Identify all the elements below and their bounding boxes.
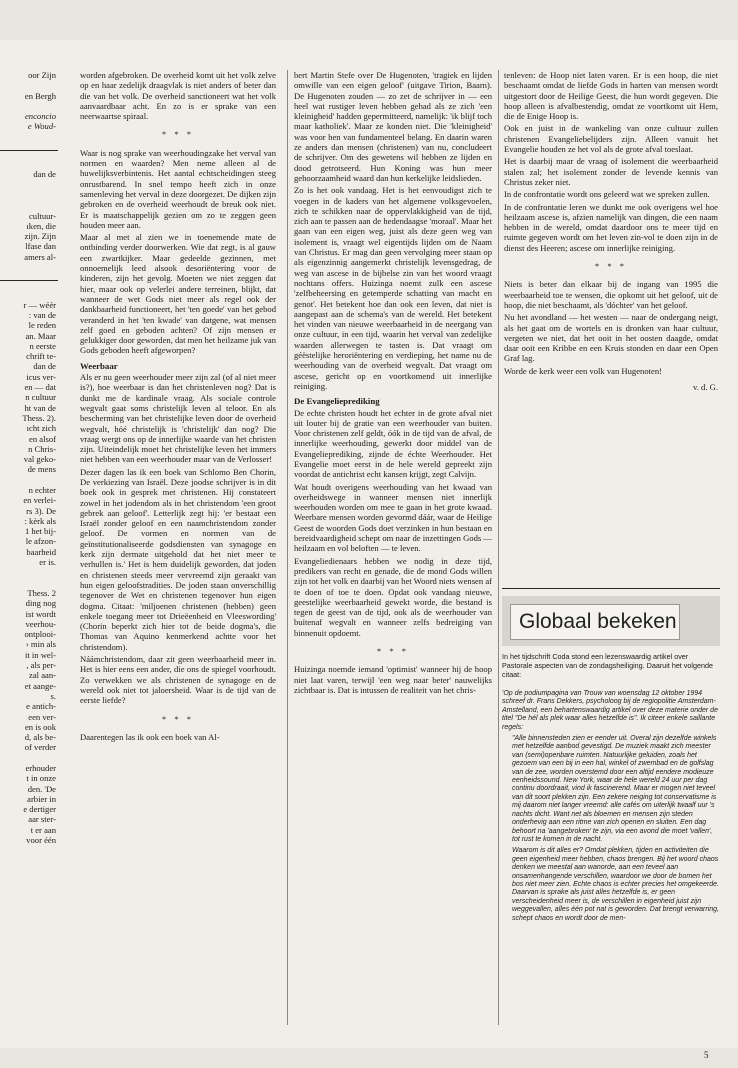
fragment-line: en Bergh	[24, 90, 56, 101]
fragment-line	[0, 159, 58, 169]
paragraph: Maar al met al zien we in toenemende mate de ontbinding verder doorwerken. Wie dat zegt, is al gauw een zwartkijker. Maar gedeelde gezinnen, met onnoemelijk leed alsook desoriëntering voor de kinderen, zijn het gevolg. Moeten we niet zeggen dat hier, maar ook op velerlei andere terreinen, blijkt, dat wanneer de wet Gods niet meer als regel ook der dankbaarheid functioneert, het 'ten goede' van het gebod veranderd in het 'ten kwade' van datgene, wat mensen zelf goed en geboden achten? Of zijn mensen er gelukkiger door geworden, dat men het heilzame juk van Gods geboden heeft afgeworpen?	[80, 232, 276, 356]
fragment-line: rs 3). De	[26, 505, 56, 516]
fragment-line: val geko-	[23, 454, 56, 465]
quote-paragraph: 'Op de podiumpagina van Trouw van woensdag 12 oktober 1994 schreef dr. Frans Dekkers, psycholoog bij de regiopolitie Amsterdam-Amstelland, een behartenswaardig artikel over deze materie onder de titel "De hél als plek waar alles hetzelfde is". Ik citeer enkele saillante regels:	[502, 690, 718, 731]
column-divider	[287, 70, 288, 1025]
fragment-line: ıken, die	[26, 220, 56, 231]
fragment-line	[0, 200, 58, 210]
fragment-line: zijn. Zijn	[24, 231, 56, 242]
fragment-line: t in onze	[26, 773, 56, 784]
fragment-line: enconcio	[24, 111, 56, 122]
fragment-line	[0, 180, 58, 190]
magazine-page	[0, 40, 738, 1060]
fragment-line: een ver-	[28, 711, 56, 722]
fragment-line: en is ook	[24, 721, 56, 732]
fragment-line: er is.	[39, 557, 56, 568]
fragment-line: ist wordt	[25, 608, 56, 619]
fragment-line: 1 het bij-	[24, 526, 56, 537]
fragment-line: en — dat	[24, 382, 56, 393]
fragment-line: arbier in	[27, 793, 56, 804]
fragment-line: dan de	[33, 169, 56, 180]
page-number: 5	[704, 1050, 709, 1060]
paragraph: Ook en juist in de wankeling van onze cultuur zullen christenen Evangeliebelijders zijn. Alleen vanuit het Evangelie houden ze het vol als de grote afval toeslaat.	[504, 123, 718, 155]
paragraph: Evangeliedienaars hebben we nodig in deze tijd, predikers van recht en genade, die de mond Gods willen zijn tot het volk en daarbij van het Woord niets wensen af te doen of toe te doen. Opdat ook vandaag nieuwe, geestelijke weerbaarheid gewekt worde, die bestand is tegen de geest van de tijd, ook als de weerhouder van buitenaf wegvalt en wanneer zelfs bedreiging van binnenuit opdoemt.	[294, 555, 492, 638]
section-divider: * * *	[376, 646, 410, 657]
paragraph: Het is daarbij maar de vraag of isolement die weerbaarheid stalen zal; het isolement zonder de levende kennis van Christus zeker niet.	[504, 156, 718, 187]
fragment-line: ht van de	[24, 402, 56, 413]
fragment-line	[0, 475, 58, 485]
paragraph: Als er nu geen weerhouder meer zijn zal (of al niet meer is?), hoe weerbaar is dan het christenleven nog? Dat is dunkt me de kardinale vraag. Als sociale controle wegvalt gaat soms christelijk leven al teloor. En als bescherming van het christelijke leven door de overheid wegvalt, hóé christelijk is 'christelijk' dan nog? Die vraag wergt ons op de innerlijke waarde van het christen zijn. Uiteindelijk moet het christelijke leven het immers niet hebben van een weerhouder maar van de Verlosser!	[80, 372, 276, 465]
paragraph: Waar is nog sprake van weerhoudingzake het verval van normen en waarden? Men neme alleen al de huwelijksverbintenis. Het aantal echtscheidingen steeg onrustbarend. In snel tempo heeft zich in onze samenleving het verval in deze doorgezet. De dijken zijn gebroken en de overheid weerhoudt de breuk ook niet. Er is maatschappelijk gezien om zo te zeggen geen houden meer aan.	[80, 147, 276, 230]
paragraph: worden afgebroken. De overheid komt uit het volk zelve op en haar zedelijk draagvlak is niet anders of beter dan die van het volk. De overheid sanctioneert wat het volk aanvaardbaar acht. En zo is er sprake van een neerwaartse spiraal.	[80, 70, 276, 122]
fragment-line: en alsof	[29, 433, 56, 444]
fragment-line	[0, 132, 58, 142]
paragraph: Daarentegen las ik ook een boek van Al-	[80, 731, 220, 742]
fragment-line: e dertiger	[23, 804, 56, 815]
fragment-line: t er aan	[30, 824, 56, 835]
paragraph: Zo is het ook vandaag. Het is het eenvoudigst zich te voegen in de kaders van het algemene volksgevoelen, zich te schikken naar de oppervlakkigheid van de tijd, zich aan te passen aan de hedendaagse 'moraal'. Maar het gaan van een eigen weg, juist als deze geen weg van isolement is, vraagt wel eigentijds lijden om de Naam van Christus. Er mag dan geen vervolging meer staan op als eigenzinnig aangemerkt christelijk levensgedrag, de weg van ascese in de bijbelse zin van het woord vraagt nochtans offers. Huizinga noemt zulk een ascese 'zelfbeheersing en getemperde schatting van macht en genot'. Het betekent hoe dan ook een leven, dat niet is aangepast aan de schema's van de wereld. Het betekent het vinden van nieuwe weerbaarheid in de neergang van onze cultuur, in een tijd, waarin het verval van zedelijke waarden allerwegen te tasten is. Dat vraagt om géëstelijke heroriëntering en verdieping, het name nu de weerhouding van de overheid wegvalt. Dat vraagt om ascese, gericht op en voortkomend uit innerlijke reiniging.	[294, 185, 492, 391]
fragment-line	[0, 289, 58, 299]
section-heading: De Evangelieprediking	[294, 396, 380, 407]
fragment-line: : kèrk als	[24, 515, 56, 526]
fragment-line	[0, 578, 58, 588]
fragment-line: den. 'De	[27, 783, 56, 794]
fragment-line: an. Maar	[25, 330, 56, 341]
section-divider: * * *	[161, 129, 195, 140]
fragment-line: e antich-	[26, 701, 56, 712]
section-divider: * * *	[594, 261, 628, 272]
fragment-line: voor één	[26, 835, 56, 846]
fragment-rule	[0, 280, 58, 281]
fragment-line: n eerste	[29, 340, 56, 351]
fragment-line: veerhou-	[25, 618, 56, 629]
paragraph: De echte christen houdt het echter in de grote afval niet uit louter bij de gratie van een weerhouder van buiten. Voor christenen zelf geldt, óók in de tijd van de afval, de innerlijke weerhouding, gewerkt door middel van de Evangelieprediking, zijnde de échte Weerhouder. Het Evangelie moet eerst in de hele wereld gepreekt zijn voordat de antichrist echt kansen krijgt, zegt Calvijn.	[294, 407, 492, 480]
box-top-rule	[502, 588, 720, 589]
left-page-fragment	[0, 70, 58, 845]
fragment-line: n cultuur	[25, 392, 56, 403]
fragment-line: icus ver-	[26, 371, 56, 382]
fragment-line: et aange-	[24, 680, 56, 691]
paragraph: In de confrontatie leren we dunkt me ook overigens wel hoe heilzaam ascese is, afzien namelijk van dingen, die een naam hebben in de wereld, omdat daardoor ons te meer tijd en ruimte gegeven wordt om het leven zin-vol te doen zijn in de dienst des Heeren; ascese om innerlijke reiniging.	[504, 201, 718, 253]
fragment-line: s.	[50, 690, 56, 701]
paragraph: Huizinga noemde iemand 'optimist' wanneer hij de hoop niet laat varen, terwijl 'een weg naar beter' nauwelijks zichtbaar is. Dat is intussen de realiteit van het chris-	[294, 664, 492, 695]
paragraph: Worde de kerk weer een volk van Hugenoten!	[504, 365, 662, 376]
quote-paragraph: "Alle binnensteden zien er eender uit. Overal zijn dezelfde winkels met hetzelfde aanbod gevestigd. De muziek maakt zich meester van (semi)openbare ruimten. Natuurlijke geluiden, zoals het gezoem van een bij in een hal, winkel of zwembad en de golfslag van de zee, worden overstemd door een altijd eendere modieuze eenheidssound. New York, waar de hele wereld 24 uur per dag continu doordraait, vind ik fascinerend. Maar er mogen niet teveel van dit soort plekken zijn. Een zekere neiging tot conservatisme is mij daarom niet langer vreemd: alle cafés om uiterlijk twaalf uur 's nachts dicht. Want net als bloemen en mensen zijn steden onderhevig aan een ritme van zich openen en sluiten. Een dag behoort na 'aangebroken' te zijn, via een avond die moet 'vallen', tot rust te komen in de nacht.	[512, 735, 717, 843]
fragment-line: le reden	[28, 320, 56, 331]
paragraph: Nu het avondland — het westen — naar de ondergang neigt, als het gaat om de wortels en is dronken van haar cultuur, vergeten we niet, dat het ooit in het oosten daagde, omdat daar ooit een Kribbe en een Kruis stonden en daar een Open Graf lag.	[504, 312, 718, 364]
fragment-line: Thess. 2	[27, 587, 56, 598]
fragment-line: n Chris-	[28, 443, 56, 454]
column-1	[80, 70, 276, 1025]
section-divider: * * *	[161, 713, 195, 724]
fragment-line: dan de	[33, 361, 56, 372]
fragment-line: ding nog	[25, 598, 56, 609]
fragment-line	[0, 753, 58, 763]
fragment-rule	[0, 150, 58, 151]
fragment-line: aar ster-	[28, 814, 56, 825]
fragment-line: d, als be-	[24, 732, 56, 743]
paragraph: bert Martin Stefe over De Hugenoten, 'tragiek en lijden omwille van een eigen geloof' (uitgave Tirion, Baarn). De Hugenoten zouden — zo zet de schrijver in — een heel wat rustiger leven hebben gehad als ze zich 'een kleinigheid' hadden gepermitteerd, namelijk: 'ik blijf toch maar katholiek'. Maar ze konden niet. Die 'kleinigheid' was voor hen van fundamenteel belang. En daarin waren ze anders dan mensen (christenen) van nu, concludeert de schrijver. Om des gewetens wil hebben ze lijden en dood getrotseerd. Hun Koning was hun meer gehoorzaamheid waard dan hun kerkelijke leidslieden.	[294, 70, 492, 183]
fragment-line: zal aan-	[29, 670, 56, 681]
globaal-intro: In het tijdschrift Coda stond een lezenswaardig artikel over Pastorale aspecten van de zondagsheiliging. Daaruit het volgende citaat:	[502, 652, 713, 679]
quote-paragraph: Waarom is dit alles er? Omdat plekken, tijden en activiteiten die geen eigenheid meer hebben, chaos brengen. Bij het woord chaos denken we meestal aan wanorde, aan een teveel aan onsamenhangende verschillen, waardoor we door de bomen het bos niet meer zien. Echte chaos is echter precies het omgekeerde. Daarvan is sprake als juist alles hetzelfde is, er geen verscheidenheid meer is, de verschillen in eigenheid juist zijn weggevallen, alles één pot nat is geworden. Dat brengt verwarring, schept chaos en wordt door de men-	[512, 847, 720, 922]
column-3	[504, 70, 718, 575]
column-2	[294, 70, 492, 1025]
paragraph: In de confrontatie wordt ons geleerd wat we spreken zullen.	[504, 189, 710, 200]
fragment-line: it in wel-	[24, 649, 56, 660]
column-divider	[498, 70, 499, 1025]
fragment-line: cultuur-	[28, 210, 56, 221]
fragment-line: le afzon-	[25, 536, 56, 547]
fragment-line: n echter	[28, 484, 56, 495]
fragment-line	[0, 101, 58, 111]
fragment-line: of verder	[24, 742, 56, 753]
fragment-line: Thess. 2).	[22, 412, 56, 423]
paragraph: Wat houdt overigens weerhouding van het kwaad van overheidswege in wanneer mensen niet innerlijk weerhouden worden om mee te gaan in het grote kwaad. Weerbare mensen worden gevormd dáár, waar de Heilige Geest de woorden Gods doet verzinken in hun bestaan en bereidvaardigheid schept om naar de inzettingen Gods — heilzaam en vol beloften — te leven.	[294, 481, 492, 554]
fragment-line: amers al-	[24, 251, 56, 262]
paragraph: Dezer dagen las ik een boek van Schlomo Ben Chorin, De verkiezing van Israël. Deze joodse schrijver is in dit boek ook in gesprek met christenen. Hij constateert zowel in het jodendom als in het christendom 'een groot gebrek aan geloof'. Letterlijk zegt hij: 'er bestaat een Israël zonder geloof en een naamchristendom zonder geloof. De vormen en normen van de geïnstitutionaliseerde godsdiensten van synagoge en kerk zijn dermate uitgehold dat het niet meer te verhullen is.' Het is hem duidelijk geworden, dat joden en christenen steeds meer vervreemd zijn geraakt van hun eigen geloofstradities. De joden staan onverschillig tegenover de Wet en christenen tegenover hun eigen dogma. Citaat: 'miljoenen christenen (hebben) geen enkele toegang meer tot Drieëenheid en Vleeswording' (Chorin beperkt zich hier tot de beide dogma's, die Thomas van Aquino kenmerkend achtte voor het christendom).	[80, 466, 276, 652]
fragment-line: › min als	[25, 639, 56, 650]
fragment-line: erhouder	[25, 763, 56, 773]
fragment-line: ontplooi-	[24, 629, 56, 640]
fragment-line	[0, 567, 58, 577]
fragment-line: lfase dan	[25, 241, 56, 252]
fragment-line	[0, 262, 58, 272]
fragment-line	[0, 80, 58, 90]
fragment-line: : van de	[28, 309, 56, 320]
section-heading: Weerbaar	[80, 360, 118, 371]
fragment-line: en verlei-	[23, 495, 56, 506]
globaal-bekeken-title: Globaal bekeken	[510, 604, 680, 640]
fragment-line: de mens	[27, 464, 56, 475]
paragraph: tenleven: de Hoop niet laten varen. Er is een hoop, die niet beschaamt omdat de liefde Gods in harten van mensen wordt uitgestort door de Heilige Geest, die hun wordt gegeven. Die hoop alleen is afvalbestendig, omdat ze voortkomt uit Hem, die de Enige Hoop is.	[504, 70, 718, 122]
fragment-line: oor Zijn	[28, 70, 56, 80]
fragment-line: baarheid	[26, 546, 56, 557]
fragment-line	[0, 190, 58, 200]
paragraph: Náámchristendom, daar zit geen weerbaarheid meer in. Het is hier eens een ander, die ons de spiegel voorhoudt. Zo verwekken we als christenen de synagoge en de wereld ook niet tot jaloersheid. Waar is de tijd van de eerste liefde?	[80, 654, 276, 706]
fragment-line: ıcht zich	[26, 423, 56, 434]
fragment-line: r — wéér	[23, 299, 56, 310]
paragraph: Niets is beter dan elkaar bij de ingang van 1995 die weerbaarheid toe te wensen, die opkomt uit het geloof, uit de hoop, die niet beschaamt, als 'dóchter' van het geloof.	[504, 279, 718, 310]
author-signature: v. d. G.	[693, 382, 718, 393]
fragment-line: e Woud-	[27, 121, 56, 132]
globaal-quote	[502, 690, 720, 926]
fragment-line: , als per-	[26, 660, 56, 671]
globaal-bekeken-banner	[502, 596, 720, 646]
fragment-line: chrift te-	[26, 351, 56, 362]
